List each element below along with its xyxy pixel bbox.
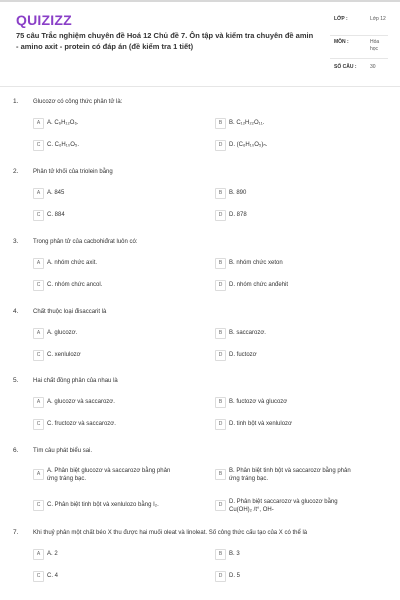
option-text: C. 884	[47, 212, 65, 218]
option-text: B. Phân biệt tinh bột và saccarozơ bằng phản ứng tráng bạc.	[229, 468, 351, 482]
option-text: C. nhóm chức ancol.	[47, 282, 103, 288]
meta-row-class	[330, 13, 388, 36]
option-text: D. Phân biệt saccarozơ và glucozơ bằng Cu(OH)₂ /t°, OH-	[229, 499, 338, 513]
question-text: Hai chất đồng phân của nhau là	[33, 378, 118, 384]
question-number: 4.	[13, 308, 19, 315]
option-letter: A	[33, 328, 44, 339]
question-number: 6.	[13, 447, 19, 454]
option-letter: B	[215, 328, 226, 339]
worksheet-header	[12, 10, 388, 90]
option-text: B. nhóm chức xeton	[229, 260, 283, 266]
option-letter: A	[33, 469, 44, 480]
question-text: Chất thuộc loại đisaccarit là	[33, 309, 107, 315]
option-letter: C	[33, 350, 44, 361]
meta-value: Lớp 12	[370, 16, 386, 22]
meta-label: MÔN :	[334, 39, 349, 45]
option-text: D. nhóm chức anđehit	[229, 282, 289, 288]
meta-label: LỚP :	[334, 16, 348, 22]
option-text: A. 2	[47, 551, 58, 557]
option-text: D. 878	[229, 212, 247, 218]
option-letter: D	[215, 350, 226, 361]
option-letter: B	[215, 118, 226, 129]
option-text: C. Phân biệt tinh bột và xenlulozo bằng I₂.	[47, 502, 159, 508]
option-letter: A	[33, 188, 44, 199]
meta-row-count	[330, 59, 388, 73]
option-text: C. fructozơ và saccarozơ.	[47, 421, 116, 427]
option-text: A. C₆H₁₂O₆.	[47, 120, 79, 126]
meta-row-subject	[330, 36, 388, 59]
option-letter: B	[215, 469, 226, 480]
option-letter: C	[33, 419, 44, 430]
option-text: B. C₁₂H₂₂O₁₁.	[229, 120, 265, 126]
option-text: A. 845	[47, 190, 65, 196]
option-letter: D	[215, 500, 226, 511]
quizizz-logo: QUIZIZZ	[16, 12, 72, 28]
option-text: C. 4	[47, 573, 59, 579]
option-text: D. (C₆H₁₀O₅)ₙ.	[229, 142, 268, 148]
option-letter: C	[33, 571, 44, 582]
question-number: 2.	[13, 168, 19, 175]
question-number: 5.	[13, 377, 19, 384]
option-text: D. fuctozơ	[229, 352, 257, 358]
header-divider	[0, 86, 400, 87]
option-letter: D	[215, 571, 226, 582]
question-text: Phân tử khối của triolein bằng	[33, 169, 113, 175]
question-text: Tìm câu phát biểu sai.	[33, 448, 93, 454]
option-text: D. 5	[229, 573, 241, 579]
option-letter: A	[33, 258, 44, 269]
option-text: C. xenlulozơ	[47, 352, 81, 358]
question-text: Glucozơ có công thức phân tử là:	[33, 99, 123, 105]
question-number: 3.	[13, 238, 19, 245]
option-text: C. C₆H₁₀O₅.	[47, 142, 80, 148]
option-text: A. nhóm chức axit.	[47, 260, 98, 266]
option-letter: D	[215, 419, 226, 430]
option-letter: C	[33, 210, 44, 221]
question-number: 1.	[13, 98, 19, 105]
option-text: B. 890	[229, 190, 247, 196]
option-text: B. fuctozơ và glucozơ	[229, 399, 288, 405]
option-letter: D	[215, 280, 226, 291]
option-letter: A	[33, 118, 44, 129]
worksheet-title: 75 câu Trắc nghiệm chuyên đề Hoá 12 Chủ đề 7. Ôn tập và kiểm tra chuyên đề amin - amino axit - protein có đáp án (đề kiểm tra 1 tiết)	[16, 31, 314, 51]
option-letter: A	[33, 549, 44, 560]
question-text: Khi thuỷ phân một chất béo X thu được hai muối oleat và linoleat. Số công thức cấu tạo của X có thể là	[33, 530, 308, 536]
option-letter: B	[215, 258, 226, 269]
meta-value: 30	[370, 64, 376, 70]
question-number: 7.	[13, 529, 19, 536]
meta-value: Hóa học	[370, 39, 380, 52]
option-text: A. glucozơ.	[47, 330, 78, 336]
option-letter: A	[33, 397, 44, 408]
option-letter: C	[33, 280, 44, 291]
option-text: B. saccarozơ.	[229, 330, 266, 336]
top-border	[0, 0, 400, 2]
option-text: A. Phân biệt glucozơ và saccarozơ bằng phản ứng tráng bạc.	[47, 468, 171, 482]
option-letter: B	[215, 188, 226, 199]
option-letter: D	[215, 140, 226, 151]
meta-table	[330, 13, 388, 73]
meta-label: SỐ CÂU :	[334, 64, 357, 70]
option-letter: C	[33, 140, 44, 151]
option-letter: C	[33, 500, 44, 511]
question-text: Trong phân tử của cacbohiđrat luôn có:	[33, 239, 138, 245]
option-letter: D	[215, 210, 226, 221]
option-text: A. glucozơ và saccarozơ.	[47, 399, 115, 405]
option-letter: B	[215, 549, 226, 560]
option-text: D. tinh bột và xenlulozơ	[229, 421, 292, 427]
option-letter: B	[215, 397, 226, 408]
option-text: B. 3	[229, 551, 240, 557]
